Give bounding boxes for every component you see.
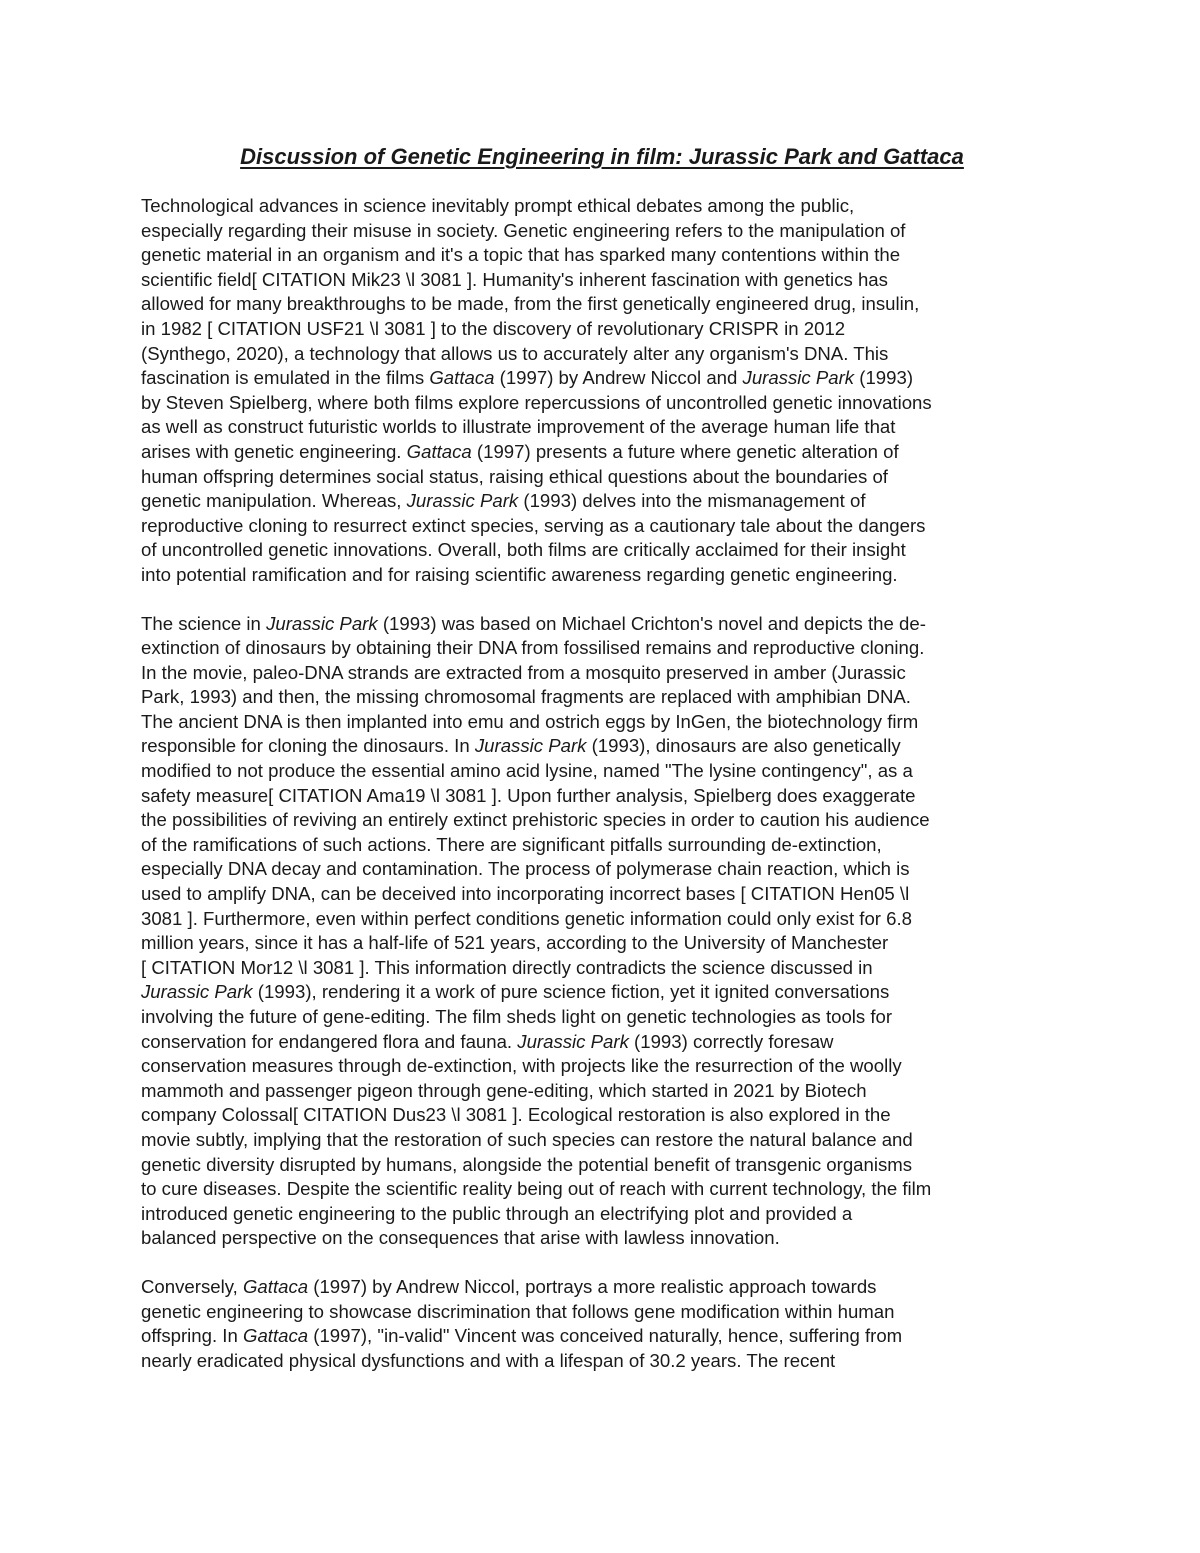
text-run: movie subtly, implying that the restoration of such species can restore the natural balance and xyxy=(141,1128,913,1150)
text-run: genetic diversity disrupted by humans, alongside the potential benefit of transgenic organisms xyxy=(141,1153,913,1175)
text-line xyxy=(141,1128,1063,1153)
text-run: scientific field[ CITATION Mik23 \l 3081 ]. Humanity's inherent fascination with genetics has xyxy=(141,268,888,290)
text-run: company Colossal[ CITATION Dus23 \l 3081 ]. Ecological restoration is also explored in the xyxy=(141,1104,891,1126)
text-run: genetic material in an organism and it's a topic that has sparked many contentions within the xyxy=(141,244,901,266)
text-run: safety measure[ CITATION Ama19 \l 3081 ]. Upon further analysis, Spielberg does exaggerate xyxy=(141,784,916,806)
text-line xyxy=(141,563,1063,588)
text-line xyxy=(141,956,1063,981)
document-page xyxy=(141,140,1063,1397)
text-run: million years, since it has a half-life of 521 years, according to the University of Manchester xyxy=(141,932,889,954)
text-run: conservation for endangered flora and fauna. xyxy=(141,1030,518,1052)
text-line xyxy=(141,661,1063,686)
film-title-italic: Jurassic Park xyxy=(517,1030,629,1052)
text-run: extinction of dinosaurs by obtaining their DNA from fossilised remains and reproductive cloning. xyxy=(141,637,925,659)
text-run: responsible for cloning the dinosaurs. In xyxy=(141,735,475,757)
text-run: Technological advances in science inevitably prompt ethical debates among the public, xyxy=(141,195,855,216)
text-run: genetic engineering to showcase discrimination that follows gene modification within human xyxy=(141,1300,895,1322)
film-title-italic: Jurassic Park xyxy=(141,981,253,1003)
text-run: in 1982 [ CITATION USF21 \l 3081 ] to the discovery of revolutionary CRISPR in 2012 xyxy=(141,317,846,339)
text-run: conservation measures through de-extinction, with projects like the resurrection of the woolly xyxy=(141,1055,902,1077)
text-line xyxy=(141,1300,1063,1325)
text-run: Park, 1993) and then, the missing chromosomal fragments are replaced with amphibian DNA. xyxy=(141,686,911,708)
text-run: into potential ramification and for raising scientific awareness regarding genetic engineering. xyxy=(141,563,898,585)
text-run: Conversely, xyxy=(141,1275,243,1297)
text-line xyxy=(141,784,1063,809)
text-run: nearly eradicated physical dysfunctions and with a lifespan of 30.2 years. The recent xyxy=(141,1349,836,1371)
text-line xyxy=(141,931,1063,956)
text-line xyxy=(141,907,1063,932)
film-title-italic: Jurassic Park xyxy=(266,612,378,634)
text-run: 3081 ]. Furthermore, even within perfect conditions genetic information could only exist for 6.8 xyxy=(141,907,913,929)
text-run: arises with genetic engineering. xyxy=(141,440,407,462)
text-line xyxy=(141,489,1063,514)
paragraph xyxy=(141,194,1063,588)
text-run: [ CITATION Mor12 \l 3081 ]. This information directly contradicts the science discussed in xyxy=(141,956,873,978)
document-title: Discussion of Genetic Engineering in film: Jurassic Park and Gattaca xyxy=(240,144,964,169)
text-run: genetic manipulation. Whereas, xyxy=(141,490,407,512)
film-title-italic: Gattaca xyxy=(406,440,472,462)
text-run: The science in xyxy=(141,612,267,634)
text-run: (1993) xyxy=(854,367,914,389)
document-body xyxy=(141,194,1063,1373)
text-run: as well as construct futuristic worlds to illustrate improvement of the average human life that xyxy=(141,416,896,438)
text-line xyxy=(141,636,1063,661)
text-run: allowed for many breakthroughs to be made, from the first genetically engineered drug, insulin, xyxy=(141,293,920,315)
text-run: (1997), "in-valid" Vincent was conceived naturally, hence, suffering from xyxy=(308,1325,903,1347)
text-run: especially regarding their misuse in society. Genetic engineering refers to the manipulation of xyxy=(141,219,906,241)
text-run: fascination is emulated in the films xyxy=(141,367,430,389)
text-line xyxy=(141,710,1063,735)
film-title-italic: Jurassic Park xyxy=(406,490,519,512)
text-line xyxy=(141,514,1063,539)
text-line xyxy=(141,734,1063,759)
text-line xyxy=(141,317,1063,342)
text-run: (1993) correctly foresaw xyxy=(628,1030,834,1052)
text-run: (1993) delves into the mismanagement of xyxy=(518,490,866,512)
text-run: In the movie, paleo-DNA strands are extracted from a mosquito preserved in amber (Jurassic xyxy=(141,661,906,683)
text-line xyxy=(141,1349,1063,1374)
text-run: (1997) presents a future where genetic alteration of xyxy=(471,440,899,462)
text-line xyxy=(141,980,1063,1005)
text-line xyxy=(141,1005,1063,1030)
text-line xyxy=(141,1177,1063,1202)
text-run: human offspring determines social status, raising ethical questions about the boundaries of xyxy=(141,465,888,487)
text-run: of uncontrolled genetic innovations. Overall, both films are critically acclaimed for their insight xyxy=(141,539,906,561)
text-line xyxy=(141,833,1063,858)
text-run: offspring. In xyxy=(141,1325,243,1347)
text-line xyxy=(141,1226,1063,1251)
text-line xyxy=(141,808,1063,833)
film-title-italic: Gattaca xyxy=(429,367,495,389)
text-run: The ancient DNA is then implanted into emu and ostrich eggs by InGen, the biotechnology firm xyxy=(141,710,919,732)
text-run: (1993) was based on Michael Crichton's novel and depicts the de- xyxy=(377,612,926,634)
text-run: balanced perspective on the consequences that arise with lawless innovation. xyxy=(141,1227,780,1249)
text-line xyxy=(141,415,1063,440)
text-run: the possibilities of reviving an entirely extinct prehistoric species in order to caution his audience xyxy=(141,809,930,831)
text-line xyxy=(141,612,1063,637)
text-line xyxy=(141,1275,1063,1300)
text-run: by Steven Spielberg, where both films explore repercussions of uncontrolled genetic innovations xyxy=(141,391,932,413)
text-line xyxy=(141,1202,1063,1227)
text-line xyxy=(141,219,1063,244)
text-run: of the ramifications of such actions. There are significant pitfalls surrounding de-extinction, xyxy=(141,833,882,855)
text-line xyxy=(141,1054,1063,1079)
text-line xyxy=(141,194,1063,219)
text-line xyxy=(141,1153,1063,1178)
text-line xyxy=(141,440,1063,465)
text-line xyxy=(141,292,1063,317)
text-line xyxy=(141,391,1063,416)
text-run: reproductive cloning to resurrect extinct species, serving as a cautionary tale about the dangers xyxy=(141,514,926,536)
text-run: introduced genetic engineering to the public through an electrifying plot and provided a xyxy=(141,1202,853,1224)
film-title-italic: Jurassic Park xyxy=(474,735,587,757)
text-line xyxy=(141,538,1063,563)
text-line xyxy=(141,465,1063,490)
film-title-italic: Gattaca xyxy=(242,1325,309,1347)
text-run: to cure diseases. Despite the scientific reality being out of reach with current technology, the film xyxy=(141,1178,932,1200)
paragraph xyxy=(141,612,1063,1251)
text-line xyxy=(141,882,1063,907)
text-line xyxy=(141,685,1063,710)
text-run: (1993), dinosaurs are also genetically xyxy=(586,735,901,757)
text-run: mammoth and passenger pigeon through gene-editing, which started in 2021 by Biotech xyxy=(141,1079,867,1101)
text-run: (1993), rendering it a work of pure science fiction, yet it ignited conversations xyxy=(252,981,890,1003)
text-line xyxy=(141,243,1063,268)
film-title-italic: Jurassic Park xyxy=(742,367,855,389)
text-run: especially DNA decay and contamination. The process of polymerase chain reaction, which is xyxy=(141,858,910,880)
paragraph xyxy=(141,1275,1063,1373)
text-run: used to amplify DNA, can be deceived into incorporating incorrect bases [ CITATION Hen05 \l xyxy=(141,883,910,905)
text-run: involving the future of gene-editing. The film sheds light on genetic technologies as tools for xyxy=(141,1006,893,1027)
film-title-italic: Gattaca xyxy=(242,1275,309,1297)
text-run: (Synthego, 2020), a technology that allows us to accurately alter any organism's DNA. This xyxy=(141,342,889,364)
text-line xyxy=(141,857,1063,882)
text-line xyxy=(141,366,1063,391)
text-line xyxy=(141,268,1063,293)
text-line xyxy=(141,1103,1063,1128)
text-run: (1997) by Andrew Niccol and xyxy=(494,367,743,389)
text-line xyxy=(141,1030,1063,1055)
text-run: modified to not produce the essential amino acid lysine, named "The lysine contingency", as a xyxy=(141,760,913,782)
text-line xyxy=(141,1079,1063,1104)
text-line xyxy=(141,759,1063,784)
text-run: (1997) by Andrew Niccol, portrays a more realistic approach towards xyxy=(308,1275,877,1297)
text-line xyxy=(141,1324,1063,1349)
text-line xyxy=(141,342,1063,367)
